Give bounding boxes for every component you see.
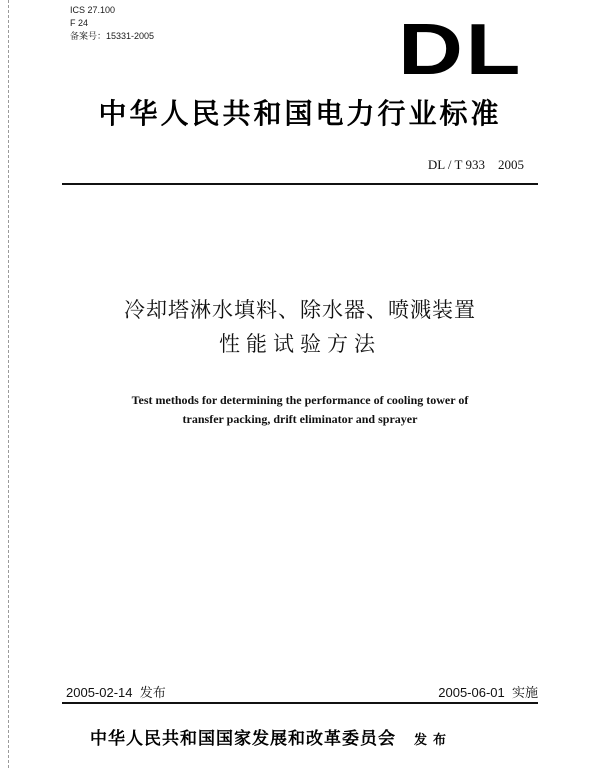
english-title [0, 391, 600, 429]
ics-code: ICS 27.100 [70, 5, 116, 15]
classification-block [70, 4, 154, 43]
chinese-title-line-2: 性能试验方法 [219, 332, 381, 356]
dl-logo: DL [398, 10, 523, 90]
effective-date: 2005-06-01 实施 [438, 685, 538, 700]
chinese-title [0, 293, 600, 361]
publisher-name: 中华人民共和国国家发展和改革委员会 [90, 729, 396, 749]
category-code: F 24 [70, 18, 89, 28]
standard-number: DL / T 933 2005 [427, 157, 524, 172]
publish-label: 发布 [414, 733, 453, 748]
english-title-line-2: transfer packing, drift eliminator and sprayer [182, 412, 418, 426]
publisher-line [90, 724, 452, 749]
record-number: 备案号：15331-2005 [70, 31, 155, 41]
english-title-line-1: Test methods for determining the performance of cooling tower of [131, 393, 469, 407]
industry-standard-title: 中华人民共和国电力行业标准 [98, 97, 502, 130]
issue-date: 2005-02-14 发布 [66, 685, 166, 700]
top-rule [62, 183, 538, 185]
chinese-title-line-1: 冷却塔淋水填料、除水器、喷溅装置 [124, 298, 476, 322]
bottom-rule [62, 702, 538, 704]
